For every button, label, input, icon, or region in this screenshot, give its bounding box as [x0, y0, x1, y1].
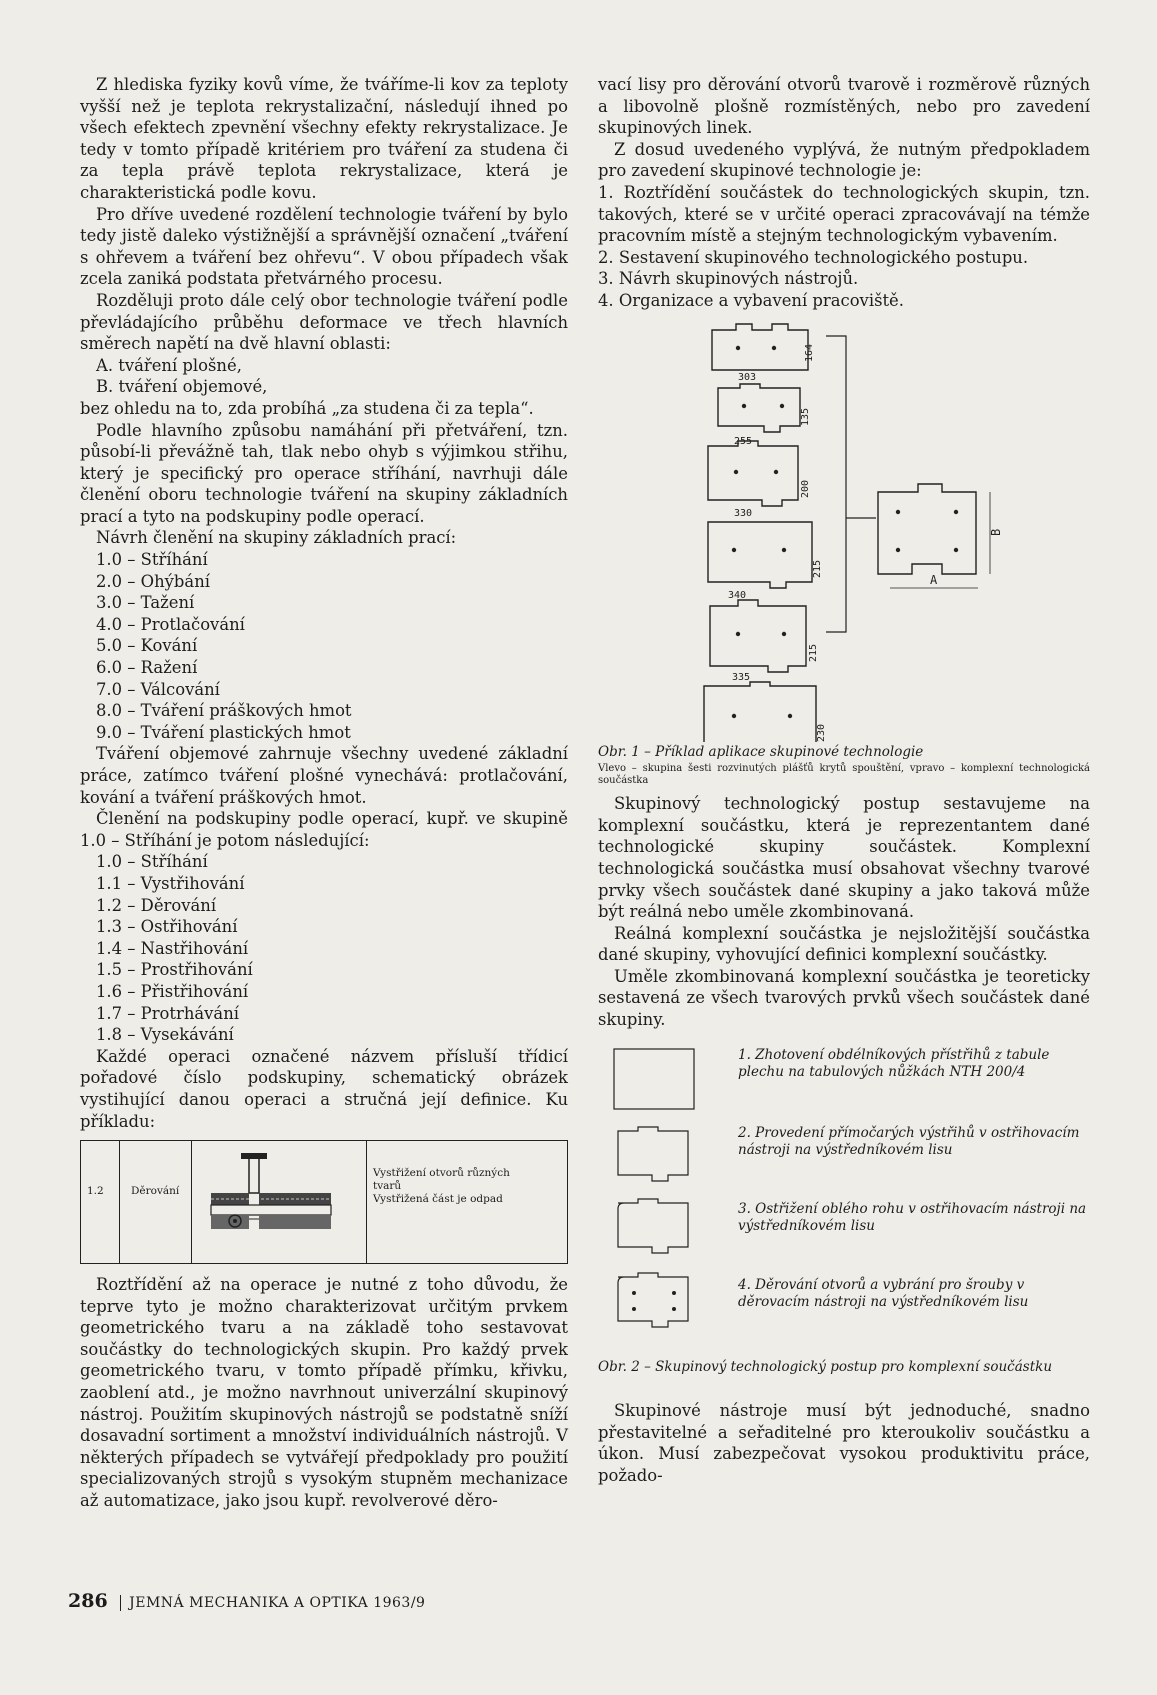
list-item: 1.0 – Stříhání [96, 852, 208, 872]
dim-height: 215 [812, 559, 823, 578]
table-divider [119, 1141, 120, 1263]
list-item: 1.1 – Vystřihování [96, 873, 245, 893]
page-footer [68, 1590, 425, 1612]
paragraph: Skupinové nástroje musí být jednoduché, snadno přestavitelné a seřaditelné pro kteroukoliv součástku a úkon. Musí zabezpečovat vysokou produktivitu práce, požado- [598, 1401, 1090, 1486]
process-step: 2. Provedení přímočarých výstřihů v ostřihovacím nástroji na výstředníkovém lisu [738, 1124, 1080, 1158]
figure-1-drawing [698, 322, 1118, 742]
paragraph: Členění na podskupiny podle operací, kupř. ve skupině 1.0 – Stříhání je potom následující: [80, 809, 568, 850]
list-item: 6.0 – Ražení [96, 658, 198, 678]
blank-part-1 [712, 324, 808, 370]
paragraph: Z hlediska fyziky kovů víme, že tváříme-li kov za teploty vyšší než je teplota rekrystalizační, následují ihned po všech efektech zpevnění všechny efekty rekrystalizace. Je tedy v tomto případě kritériem pro tváření za studena či za tepla právě teplota rekrystalizace, která je charakteristická podle kovu. [80, 75, 568, 202]
process-step: 3. Ostřižení oblého rohu v ostřihovacím nástroji na výstředníkovém lisu [738, 1200, 1087, 1234]
list-item: 1.2 – Děrování [96, 895, 217, 915]
dim-width: 335 [732, 671, 751, 683]
table-operation: Děrování [131, 1185, 180, 1198]
list-item: 2. Sestavení skupinového technologického postupu. [598, 247, 1029, 267]
paragraph: Roztřídění až na operace je nutné z toho důvodu, že teprve tyto je možno charakterizovat určitým prvkem geometrického tvaru a na základě toho sestavovat součástky do technologických skupin. Pro každý prvek geometrického tvaru, v tomto případě přímku, křivku, zaoblení atd., je možno navrhnout univerzální skupinový nástroj. Použitím skupinových nástrojů se podstatně sníží dosavadní sortiment a množství individuálních nástrojů. V některých případech se vytvářejí předpoklady pro použití specializovaných strojů s vysokým stupněm mechanizace až automatizace, jako jsou kupř. revolverové děro- [80, 1275, 568, 1511]
subgroup-list [80, 851, 568, 1045]
list-item: 4. Organizace a vybavení pracoviště. [598, 290, 904, 310]
left-column [80, 74, 568, 1512]
blank-part-3 [708, 441, 798, 506]
complex-part [878, 484, 976, 574]
dim-height: 200 [800, 479, 811, 498]
list-item: 3. Návrh skupinových nástrojů. [598, 269, 859, 289]
list-item: 1.0 – Stříhání [96, 550, 208, 570]
list-item: 8.0 – Tváření práškových hmot [96, 701, 352, 721]
label-a: A [930, 572, 938, 587]
list-item: 3.0 – Tažení [96, 593, 195, 613]
dim-height: 215 [808, 643, 819, 662]
table-definition-2: Vystřižená část je odpad [373, 1193, 503, 1206]
blank-part-4 [708, 522, 812, 588]
figure-1 [598, 322, 1090, 788]
list-item: 2.0 – Ohýbání [96, 571, 210, 591]
figure-2-caption: Obr. 2 – Skupinový technologický postup pro komplexní součástku [598, 1358, 1053, 1375]
paragraph: Rozděluji proto dále celý obor technologie tváření podle převládajícího průběhu deformace ve třech hlavních směrech napětí na dvě hlavní oblasti: [80, 290, 568, 354]
list-item: 1.6 – Přistřihování [96, 981, 249, 1001]
dim-width: 303 [738, 371, 757, 383]
figure-2-drawing [608, 1041, 718, 1341]
paragraph: Skupinový technologický postup sestavujeme na komplexní součástku, která je reprezentantem dané technologické skupiny součástek. Komplexní technologická součástka musí obsahovat všechny tvarové prvky všech součástek dané skupiny a jako taková může být reálná nebo uměle zkombinovaná. [598, 794, 1090, 922]
paragraph: Každé operaci označené názvem přísluší třídicí pořadové číslo podskupiny, schematický obrázek vystihující danou operaci a stručná její definice. Ku příkladu: [80, 1046, 568, 1131]
figure-1-subcaption: Vlevo – skupina šesti rozvinutých plášťů krytů spouštění, vpravo – komplexní technologická součástka [598, 763, 1090, 787]
process-step: 4. Děrování otvorů a vybrání pro šrouby v děrovacím nástroji na výstředníkovém lisu [738, 1276, 1029, 1310]
table-definition-1: Vystřižení otvorů různých tvarů [373, 1167, 510, 1193]
right-column [598, 74, 1090, 1487]
label-b: B [989, 528, 1003, 536]
list-item: B. tváření objemové, [96, 377, 268, 397]
dim-height: 135 [800, 407, 811, 426]
list-item: A. tváření plošné, [96, 355, 242, 375]
dim-height: 164 [804, 343, 815, 362]
dim-width: 330 [734, 507, 753, 519]
paragraph: Pro dříve uvedené rozdělení technologie tváření by bylo tedy jistě daleko výstižnější a správnější označení „tváření s ohřevem a tváření bez ohřevu“. V obou případech však zcela zaniká podstata přetvárného procesu. [80, 204, 568, 289]
list-item: 4.0 – Protlačování [96, 614, 245, 634]
blank-part-6 [704, 682, 816, 742]
list-item: 7.0 – Válcování [96, 679, 220, 699]
list-item: 1.4 – Nastřihování [96, 938, 249, 958]
list-item: 1.3 – Ostřihování [96, 917, 238, 937]
paragraph: bez ohledu na to, zda probíhá „za studena či za tepla“. [80, 398, 534, 418]
table-divider [366, 1141, 367, 1263]
list-item: 5.0 – Kování [96, 636, 198, 656]
paragraph: vací lisy pro děrování otvorů tvarově i rozměrově různých a libovolně plošně rozmístěných, nebo pro zavedení skupinových linek. [598, 75, 1090, 138]
list-item: 1.7 – Protrhávání [96, 1003, 239, 1023]
table-divider [191, 1141, 192, 1263]
example-table [80, 1140, 568, 1264]
blank-part-2 [718, 384, 800, 432]
table-number: 1.2 [87, 1185, 104, 1198]
list-item: 1.8 – Vysekávání [96, 1025, 234, 1045]
figure-2 [598, 1041, 1090, 1351]
paragraph: Tváření objemové zahrnuje všechny uvedené základní práce, zatímco tváření plošné vynechává: protlačování, kování a tváření práškových hmot. [80, 744, 568, 807]
paragraph: Z dosud uvedeného vyplývá, že nutným předpokladem pro zavedení skupinové technologie je: [598, 139, 1090, 181]
paragraph: Uměle zkombinovaná komplexní součástka je teoreticky sestavená ze všech tvarových prvků všech součástek dané skupiny. [598, 966, 1090, 1030]
paragraph: Návrh členění na skupiny základních prací: [96, 528, 457, 548]
group-list [80, 549, 568, 743]
list-item: 1. Roztřídění součástek do technologických skupin, tzn. takových, které se v určité operaci zpracovávají na témže pracovním místě a stejným technologickým vybavením. [598, 182, 1090, 246]
journal-title: JEMNÁ MECHANIKA A OPTIKA 1963/9 [129, 1595, 426, 1611]
blank-part-5 [710, 600, 806, 672]
paragraph: Podle hlavního způsobu namáhání při přetváření, tzn. působí-li převážně tah, tlak nebo ohyb s výjimkou střihu, který je specifický pro operace stříhání, navrhuji dále členění oboru technologie tváření na skupiny základních prací a tyto na podskupiny podle operací. [80, 420, 568, 526]
figure-1-caption: Obr. 1 – Příklad aplikace skupinové technologie [598, 743, 924, 760]
page-number: 286 [68, 1590, 108, 1612]
list-item: 9.0 – Tváření plastických hmot [96, 722, 351, 742]
dim-height: 230 [816, 723, 827, 742]
paragraph: Reálná komplexní součástka je nejsložitější součástka dané skupiny, vyhovující definici komplexní součástky. [598, 923, 1090, 965]
list-item: 1.5 – Prostřihování [96, 960, 253, 980]
dim-width: 340 [728, 589, 747, 601]
punching-schematic [201, 1153, 361, 1253]
process-step: 1. Zhotovení obdélníkových přístřihů z tabule plechu na tabulových nůžkách NTH 200/4 [738, 1046, 1050, 1080]
dim-width: 255 [734, 435, 753, 447]
